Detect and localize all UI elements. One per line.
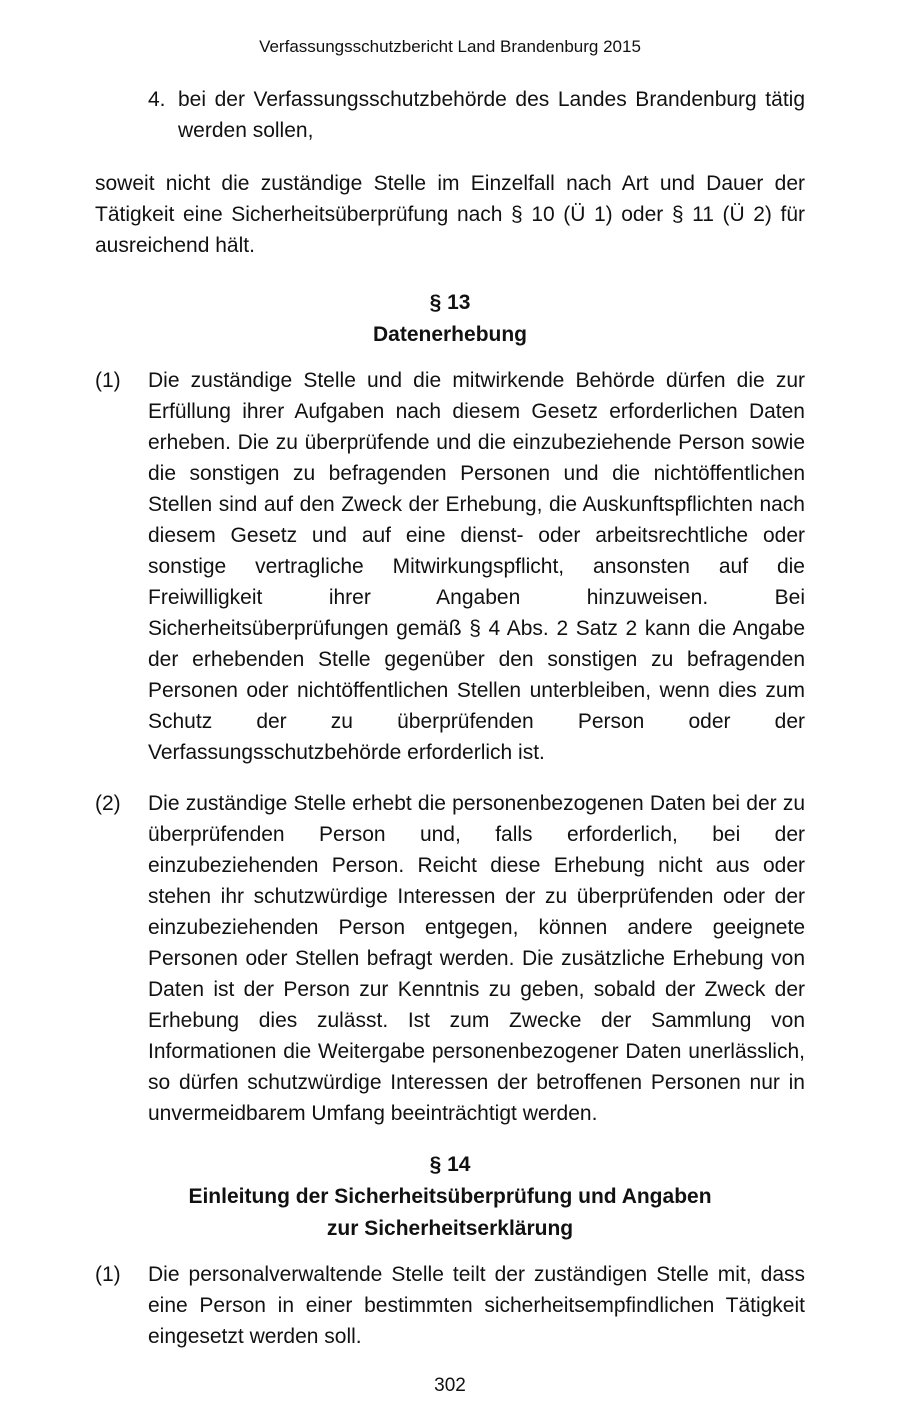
paragraph-text: Die personalverwaltende Stelle teilt der zuständigen Stelle mit, dass eine Person in einer bestimmten sicherheitsempfindlichen Tätigkeit eingesetzt werden soll. [148, 1263, 805, 1348]
section-14-title-line1: Einleitung der Sicherheitsüberprüfung und Angaben [188, 1185, 712, 1208]
intro-paragraph: soweit nicht die zuständige Stelle im Einzelfall nach Art und Dauer der Tätigkeit eine Sicherheitsüberprüfung nach § 10 (Ü 1) oder § 11 (Ü 2) für ausreichend hält. [95, 172, 805, 257]
section-13-paragraph-1 [95, 365, 805, 768]
page-number: 302 [434, 1375, 466, 1396]
list-item-4 [95, 84, 805, 146]
section-13-title: Datenerhebung [372, 323, 527, 346]
section-14-paragraph-1 [95, 1259, 805, 1352]
list-item-number: 4. [148, 88, 166, 111]
paragraph-text: Die zuständige Stelle und die mitwirkende Behörde dürfen die zur Erfüllung ihrer Aufgaben nach diesem Gesetz erforderlichen Daten erheben. Die zu überprüfende und die einzubeziehende Person sowie die sonstigen zu befragenden Personen und die nichtöffentlichen Stellen sind auf den Zweck der Erhebung, die Auskunftspflichten nach diesem Gesetz und auf eine dienst- oder arbeitsrechtliche oder sonstige vertragliche Mitwirkungspflicht, ansonsten auf die Freiwilligkeit ihrer Angaben hinzuweisen. Bei Sicherheitsüberprüfungen gemäß § 4 Abs. 2 Satz 2 kann die Angabe der erhebenden Stelle gegenüber den sonstigen zu befragenden Personen oder nichtöffentlichen Stellen unterbleiben, wenn dies zum Schutz der zu überprüfenden Person oder der Verfassungsschutzbehörde erforderlich ist. [148, 369, 805, 764]
section-13-heading [95, 287, 805, 351]
section-13-number: § 13 [429, 291, 471, 314]
section-14-title-line2: zur Sicherheitserklärung [326, 1217, 574, 1240]
page-header: Verfassungsschutzbericht Land Brandenburg 2015 [259, 37, 641, 56]
section-14-heading [95, 1149, 805, 1245]
paragraph-number: (1) [95, 369, 121, 392]
paragraph-number: (1) [95, 1263, 121, 1286]
list-item-text: bei der Verfassungsschutzbehörde des Landes Brandenburg tätig werden sollen, [178, 88, 805, 142]
section-14-number: § 14 [429, 1153, 471, 1176]
section-13-paragraph-2 [95, 788, 805, 1129]
paragraph-text: Die zuständige Stelle erhebt die personenbezogenen Daten bei der zu überprüfenden Person und, falls erforderlich, bei der einzubeziehenden Person. Reicht diese Erhebung nicht aus oder stehen ihr schutzwürdige Interessen der zu überprüfenden oder der einzubeziehenden Person entgegen, können andere geeignete Personen oder Stellen befragt werden. Die zusätzliche Erhebung von Daten ist der Person zur Kenntnis zu geben, sobald der Zweck der Erhebung dies zulässt. Ist zum Zwecke der Sammlung von Informationen die Weitergabe personenbezogener Daten unerlässlich, so dürfen schutzwürdige Interessen der betroffenen Personen nur in unvermeidbarem Umfang beeinträchtigt werden. [148, 792, 805, 1125]
paragraph-number: (2) [95, 792, 121, 815]
